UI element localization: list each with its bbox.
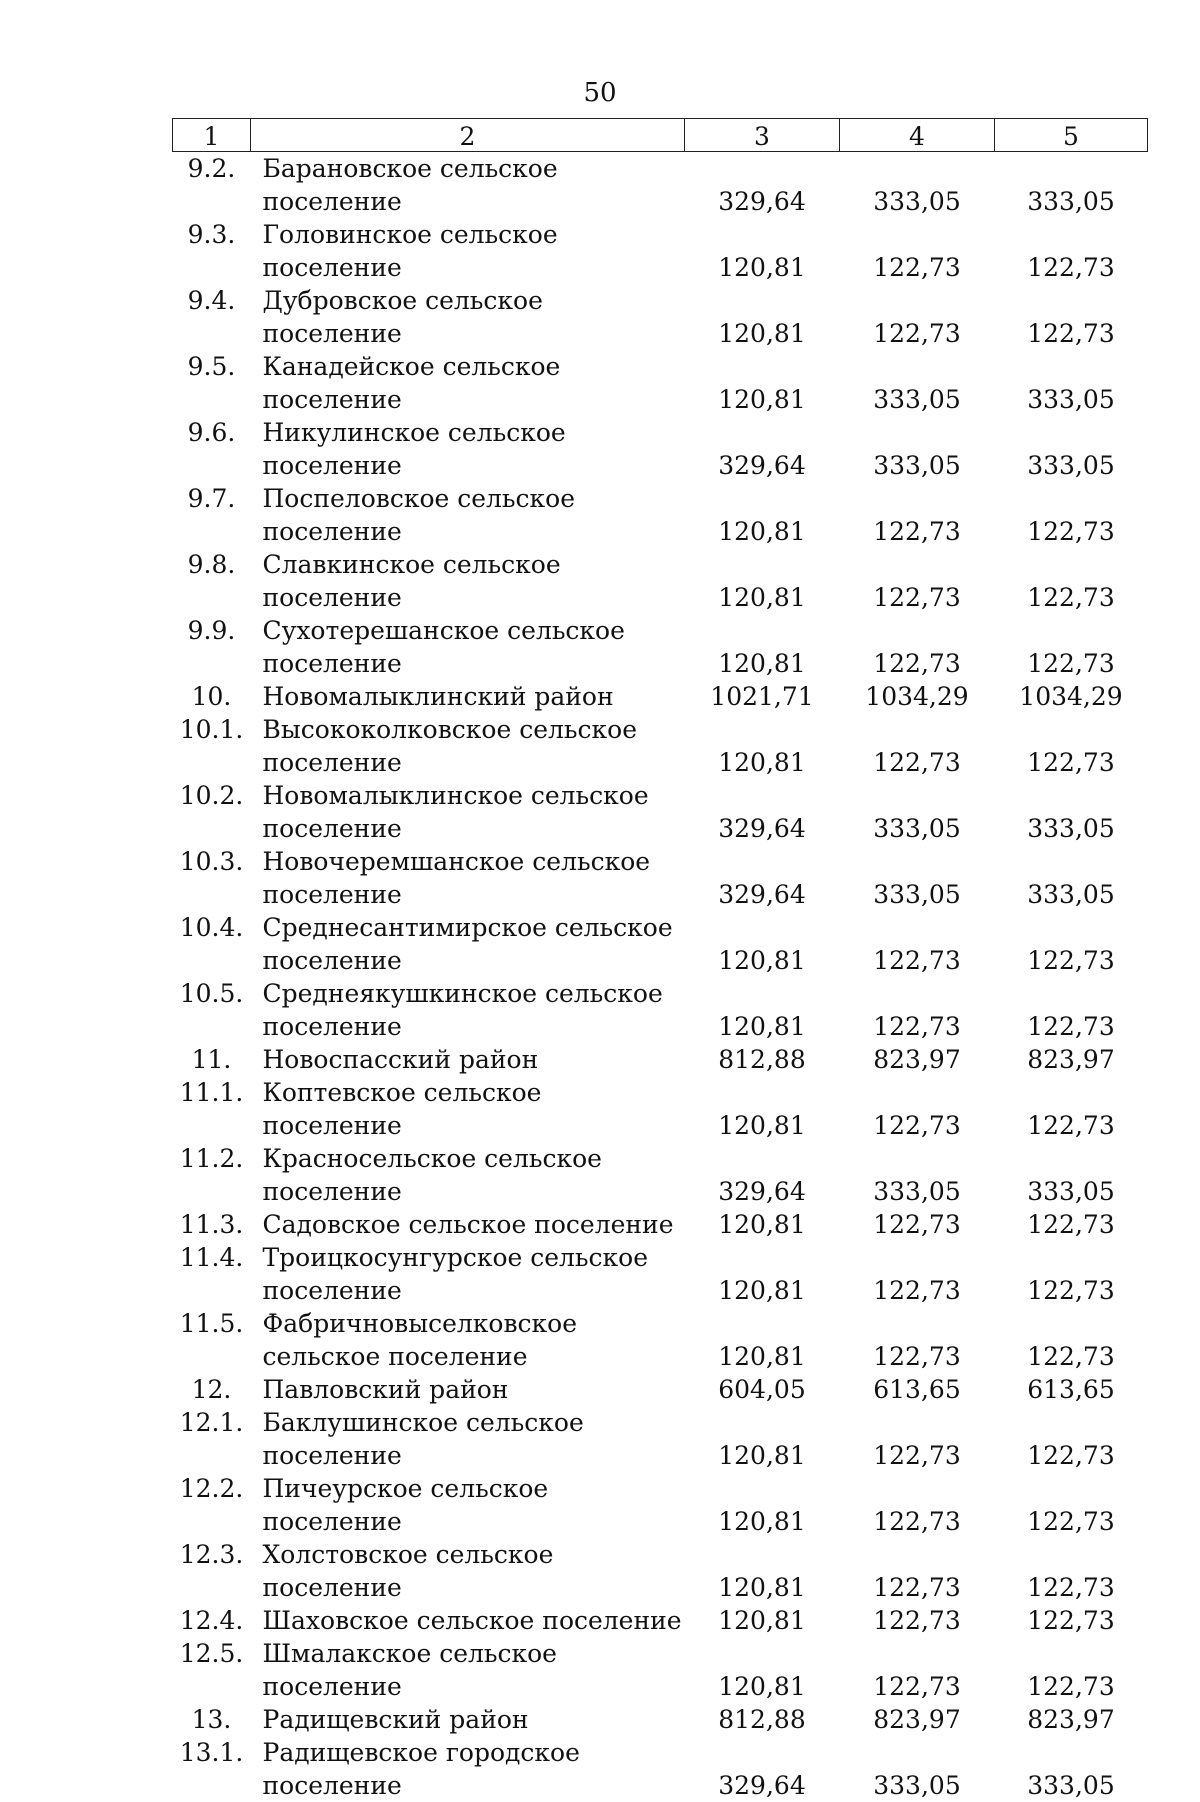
table-row: [173, 713, 1148, 779]
value-col-4: 122,73: [840, 548, 995, 614]
settlement-name: Новомалыклинское сельское поселение: [251, 779, 685, 845]
settlement-name: Канадейское сельское поселение: [251, 350, 685, 416]
value-col-5: 122,73: [995, 1637, 1148, 1703]
table-row: [173, 1373, 1148, 1406]
value-col-3: 120,81: [685, 1307, 840, 1373]
row-number: 9.8.: [173, 548, 251, 614]
header-col-3: 3: [685, 119, 840, 152]
value-col-4: 333,05: [840, 1736, 995, 1802]
value-col-4: 122,73: [840, 911, 995, 977]
value-col-5: 122,73: [995, 482, 1148, 548]
row-number: 10.: [173, 680, 251, 713]
table-row: [173, 1604, 1148, 1637]
row-number: 9.6.: [173, 416, 251, 482]
row-number: 11.1.: [173, 1076, 251, 1142]
value-col-5: 122,73: [995, 1472, 1148, 1538]
header-col-4: 4: [840, 119, 995, 152]
value-col-4: 823,97: [840, 1703, 995, 1736]
header-col-1: 1: [173, 119, 251, 152]
value-col-3: 120,81: [685, 482, 840, 548]
row-number: 11.: [173, 1043, 251, 1076]
value-col-3: 120,81: [685, 1604, 840, 1637]
table-header: [173, 119, 1148, 152]
value-col-4: 333,05: [840, 779, 995, 845]
settlement-name: Новоспасский район: [251, 1043, 685, 1076]
table-row: [173, 1043, 1148, 1076]
value-col-3: 120,81: [685, 350, 840, 416]
settlement-name: Сухотерешанское сельское поселение: [251, 614, 685, 680]
row-number: 11.3.: [173, 1208, 251, 1241]
row-number: 12.1.: [173, 1406, 251, 1472]
value-col-3: 120,81: [685, 614, 840, 680]
value-col-3: 120,81: [685, 1208, 840, 1241]
value-col-4: 122,73: [840, 1472, 995, 1538]
settlement-name: Фабричновыселковское сельское поселение: [251, 1307, 685, 1373]
value-col-3: 120,81: [685, 1241, 840, 1307]
value-col-5: 1034,29: [995, 680, 1148, 713]
settlement-name: Барановское сельское поселение: [251, 152, 685, 219]
settlement-name: Шмалакское сельское поселение: [251, 1637, 685, 1703]
settlement-name: Головинское сельское поселение: [251, 218, 685, 284]
settlement-name: Высококолковское сельское поселение: [251, 713, 685, 779]
table-row: [173, 482, 1148, 548]
settlement-name: Поспеловское сельское поселение: [251, 482, 685, 548]
settlement-name: Радищевское городское поселение: [251, 1736, 685, 1802]
value-col-4: 122,73: [840, 1637, 995, 1703]
value-col-4: 333,05: [840, 152, 995, 219]
table-row: [173, 1472, 1148, 1538]
value-col-3: 120,81: [685, 713, 840, 779]
table-row: [173, 977, 1148, 1043]
value-col-4: 122,73: [840, 713, 995, 779]
value-col-5: 333,05: [995, 779, 1148, 845]
value-col-5: 613,65: [995, 1373, 1148, 1406]
table-row: [173, 1637, 1148, 1703]
value-col-3: 329,64: [685, 1736, 840, 1802]
settlement-name: Садовское сельское поселение: [251, 1208, 685, 1241]
table-row: [173, 1208, 1148, 1241]
value-col-3: 120,81: [685, 1538, 840, 1604]
table-row: [173, 845, 1148, 911]
row-number: 9.5.: [173, 350, 251, 416]
settlement-name: Радищевский район: [251, 1703, 685, 1736]
value-col-3: 120,81: [685, 1637, 840, 1703]
value-col-5: 823,97: [995, 1703, 1148, 1736]
value-col-3: 604,05: [685, 1373, 840, 1406]
value-col-5: 122,73: [995, 218, 1148, 284]
value-col-3: 120,81: [685, 977, 840, 1043]
table-row: [173, 1241, 1148, 1307]
settlement-name: Новомалыклинский район: [251, 680, 685, 713]
row-number: 10.2.: [173, 779, 251, 845]
settlement-name: Среднесантимирское сельское поселение: [251, 911, 685, 977]
table-row: [173, 614, 1148, 680]
value-col-5: 122,73: [995, 1076, 1148, 1142]
settlement-name: Красносельское сельское поселение: [251, 1142, 685, 1208]
value-col-4: 122,73: [840, 482, 995, 548]
row-number: 10.3.: [173, 845, 251, 911]
value-col-3: 120,81: [685, 1076, 840, 1142]
settlement-name: Никулинское сельское поселение: [251, 416, 685, 482]
row-number: 9.7.: [173, 482, 251, 548]
table-row: [173, 416, 1148, 482]
row-number: 12.4.: [173, 1604, 251, 1637]
value-col-5: 122,73: [995, 1241, 1148, 1307]
value-col-5: 333,05: [995, 152, 1148, 219]
value-col-5: 333,05: [995, 1736, 1148, 1802]
table-row: [173, 1142, 1148, 1208]
value-col-4: 122,73: [840, 977, 995, 1043]
table-row: [173, 779, 1148, 845]
table-row: [173, 350, 1148, 416]
value-col-3: 329,64: [685, 416, 840, 482]
value-col-3: 329,64: [685, 779, 840, 845]
table-row: [173, 1538, 1148, 1604]
value-col-4: 333,05: [840, 845, 995, 911]
value-col-4: 122,73: [840, 218, 995, 284]
value-col-5: 122,73: [995, 1208, 1148, 1241]
header-col-5: 5: [995, 119, 1148, 152]
table-row: [173, 680, 1148, 713]
value-col-5: 122,73: [995, 614, 1148, 680]
value-col-3: 120,81: [685, 218, 840, 284]
value-col-5: 333,05: [995, 1142, 1148, 1208]
value-col-3: 812,88: [685, 1043, 840, 1076]
value-col-5: 122,73: [995, 1604, 1148, 1637]
settlement-name: Холстовское сельское поселение: [251, 1538, 685, 1604]
value-col-3: 329,64: [685, 845, 840, 911]
settlement-name: Троицкосунгурское сельское поселение: [251, 1241, 685, 1307]
row-number: 9.9.: [173, 614, 251, 680]
page-number: 50: [0, 78, 1200, 108]
value-col-5: 122,73: [995, 713, 1148, 779]
settlement-name: Шаховское сельское поселение: [251, 1604, 685, 1637]
value-col-5: 122,73: [995, 1538, 1148, 1604]
header-row: [173, 119, 1148, 152]
row-number: 13.1.: [173, 1736, 251, 1802]
table-row: [173, 1736, 1148, 1802]
row-number: 12.: [173, 1373, 251, 1406]
value-col-4: 613,65: [840, 1373, 995, 1406]
value-col-4: 122,73: [840, 614, 995, 680]
value-col-4: 122,73: [840, 1208, 995, 1241]
settlement-name: Павловский район: [251, 1373, 685, 1406]
value-col-3: 1021,71: [685, 680, 840, 713]
value-col-4: 122,73: [840, 1538, 995, 1604]
table-row: [173, 152, 1148, 219]
row-number: 13.: [173, 1703, 251, 1736]
value-col-3: 120,81: [685, 1472, 840, 1538]
table-row: [173, 911, 1148, 977]
table-row: [173, 284, 1148, 350]
value-col-5: 333,05: [995, 350, 1148, 416]
table-body: [173, 152, 1148, 1802]
value-col-4: 333,05: [840, 1142, 995, 1208]
value-col-5: 823,97: [995, 1043, 1148, 1076]
table-row: [173, 1406, 1148, 1472]
value-col-5: 122,73: [995, 548, 1148, 614]
value-col-5: 122,73: [995, 284, 1148, 350]
row-number: 9.2.: [173, 152, 251, 219]
row-number: 12.2.: [173, 1472, 251, 1538]
row-number: 12.5.: [173, 1637, 251, 1703]
value-col-4: 122,73: [840, 1406, 995, 1472]
value-col-5: 122,73: [995, 1307, 1148, 1373]
value-col-4: 122,73: [840, 1076, 995, 1142]
value-col-5: 333,05: [995, 416, 1148, 482]
value-col-3: 120,81: [685, 548, 840, 614]
row-number: 11.4.: [173, 1241, 251, 1307]
table-row: [173, 548, 1148, 614]
value-col-3: 120,81: [685, 284, 840, 350]
row-number: 10.1.: [173, 713, 251, 779]
row-number: 10.5.: [173, 977, 251, 1043]
value-col-4: 122,73: [840, 1307, 995, 1373]
value-col-3: 120,81: [685, 1406, 840, 1472]
settlement-name: Коптевское сельское поселение: [251, 1076, 685, 1142]
value-col-3: 120,81: [685, 911, 840, 977]
header-col-2: 2: [251, 119, 685, 152]
value-col-4: 333,05: [840, 416, 995, 482]
row-number: 12.3.: [173, 1538, 251, 1604]
row-number: 10.4.: [173, 911, 251, 977]
settlement-name: Баклушинское сельское поселение: [251, 1406, 685, 1472]
value-col-5: 333,05: [995, 845, 1148, 911]
row-number: 9.3.: [173, 218, 251, 284]
settlement-name: Пичеурское сельское поселение: [251, 1472, 685, 1538]
settlement-name: Новочеремшанское сельское поселение: [251, 845, 685, 911]
table-row: [173, 1307, 1148, 1373]
value-col-3: 329,64: [685, 1142, 840, 1208]
value-col-3: 329,64: [685, 152, 840, 219]
table-row: [173, 1703, 1148, 1736]
row-number: 11.2.: [173, 1142, 251, 1208]
value-col-5: 122,73: [995, 1406, 1148, 1472]
value-col-3: 812,88: [685, 1703, 840, 1736]
value-col-4: 333,05: [840, 350, 995, 416]
value-col-4: 122,73: [840, 1241, 995, 1307]
value-col-4: 1034,29: [840, 680, 995, 713]
table-row: [173, 218, 1148, 284]
data-table: [172, 118, 1148, 1802]
value-col-5: 122,73: [995, 911, 1148, 977]
row-number: 11.5.: [173, 1307, 251, 1373]
value-col-4: 122,73: [840, 284, 995, 350]
value-col-4: 122,73: [840, 1604, 995, 1637]
settlement-name: Славкинское сельское поселение: [251, 548, 685, 614]
value-col-5: 122,73: [995, 977, 1148, 1043]
row-number: 9.4.: [173, 284, 251, 350]
settlement-name: Среднеякушкинское сельское поселение: [251, 977, 685, 1043]
table-row: [173, 1076, 1148, 1142]
value-col-4: 823,97: [840, 1043, 995, 1076]
settlement-name: Дубровское сельское поселение: [251, 284, 685, 350]
